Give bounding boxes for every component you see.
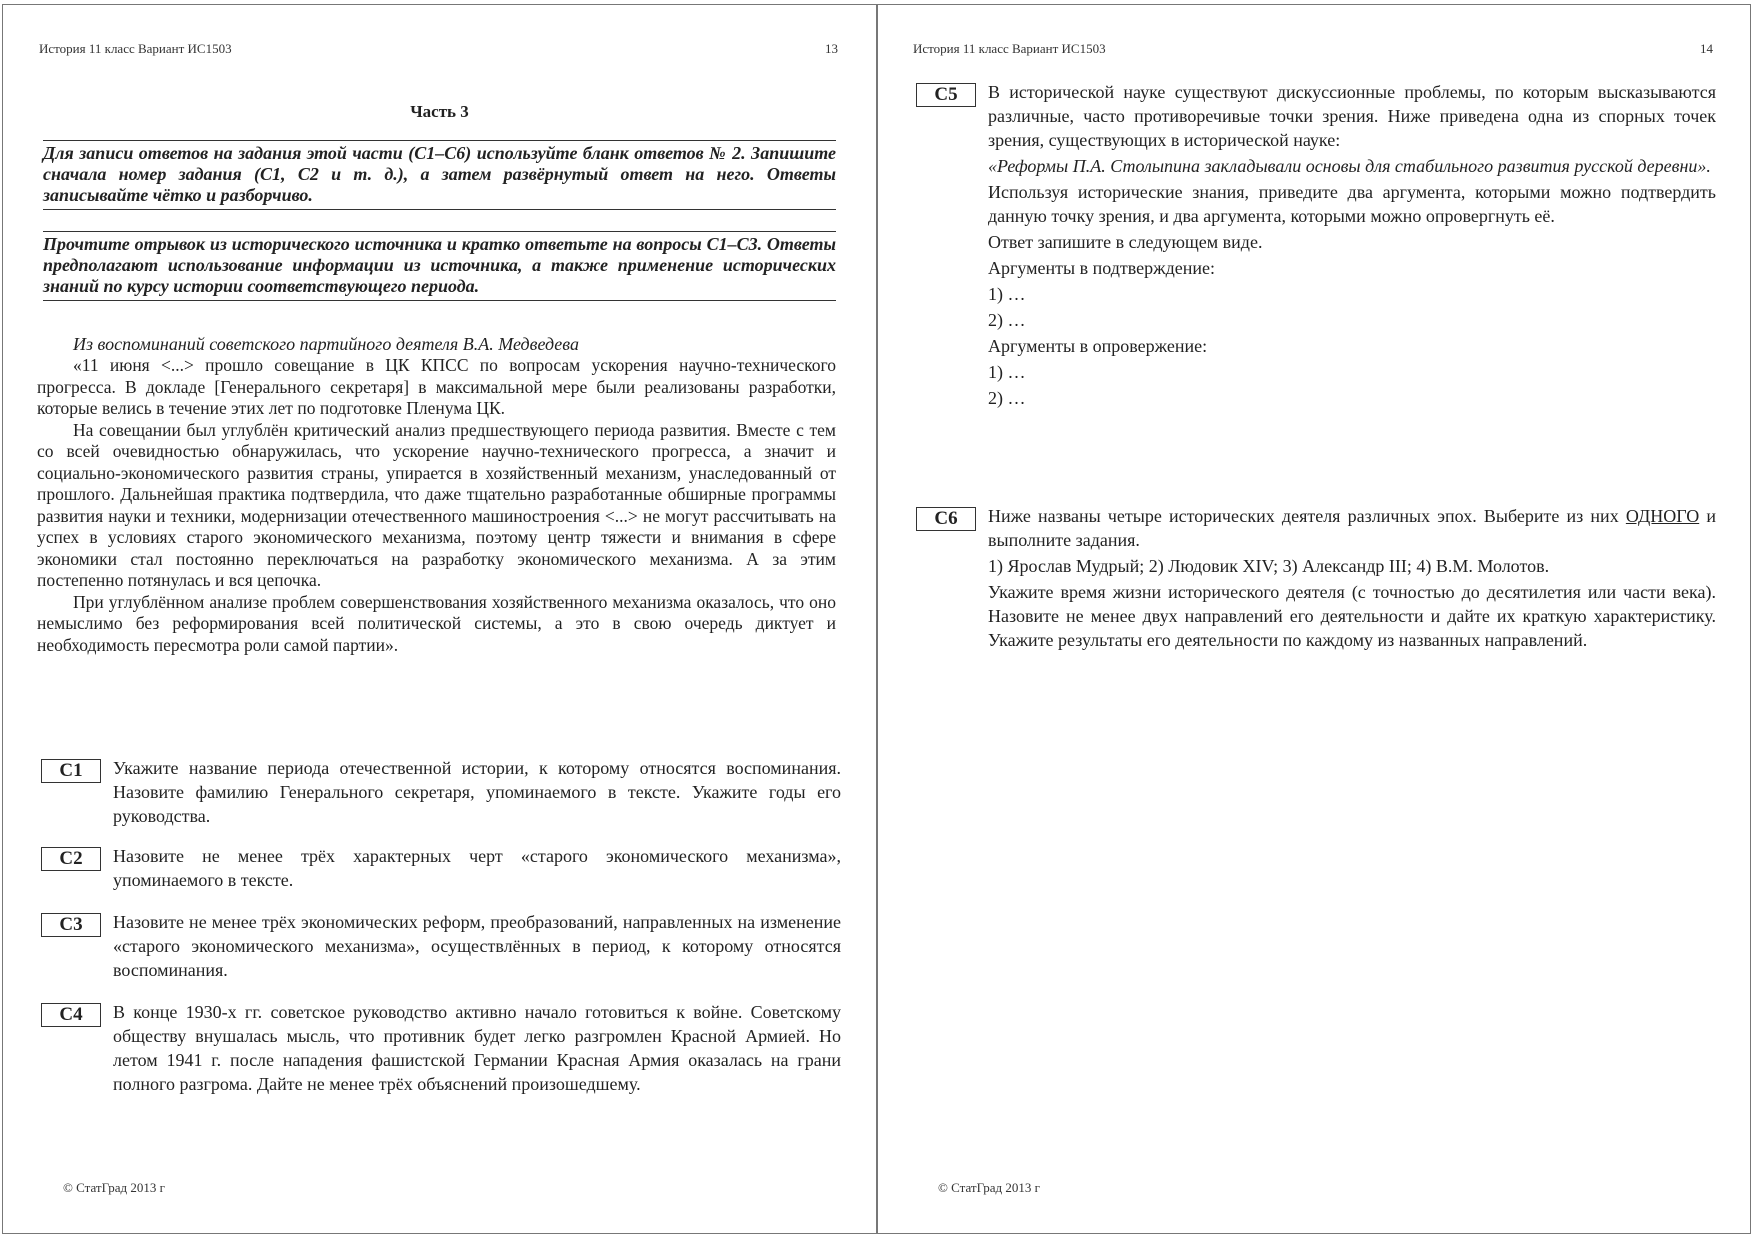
c6-intro-end: и выполните задания. [988,506,1716,550]
c6-intro-underlined: ОДНОГО [1625,506,1700,526]
task-c4 [41,1000,841,1096]
task-c3 [41,910,841,982]
task-label-box: С2 [41,847,101,871]
page-number: 13 [825,41,838,56]
task-label-box: С5 [916,83,976,107]
task-label-box: С4 [41,1003,101,1027]
page-13 [2,4,877,1234]
task-c5 [916,80,1716,412]
list-item: 1) … [988,284,1026,304]
list-item: 2) … [988,310,1026,330]
c6-intro-start: Ниже названы четыре исторических деятеля различных эпох. Выберите из них [988,506,1626,526]
page-footer: © СтатГрад 2013 г [63,1180,165,1195]
task-text [988,504,1716,652]
task-c6 [916,504,1716,654]
task-text: Укажите название периода отечественной истории, к которому относятся воспоминания. Назовите фамилию Генерального секретаря, упоминаемого в тексте. Укажите годы его руководства. [113,758,841,826]
task-text: В конце 1930-х гг. советское руководство активно начало готовиться к войне. Советскому обществу внушалась мысль, что противник будет легко разгромлен Красной Армией. Но летом 1941 г. после нападения фашистской Германии Красная Армия оказалась на грани полного разгрома. Дайте не менее трёх объяснений произошедшему. [113,1002,841,1094]
page-header: История 11 класс Вариант ИС1503 [913,41,1106,56]
source-paragraph: «11 июня <...> прошло совещание в ЦК КПСС по вопросам ускорения научно-технического прогресса. В докладе [Генерального секретаря] в максимальной мере были реализованы разработки, которые велись в течение этих лет по подготовке Пленума ЦК. [37,355,836,418]
source-paragraph: На совещании был углублён критический анализ предшествующего периода развития. Вместе с тем со всей очевидностью обнаружилась, что ускорение научно-технического прогресса, а значит и социально-экономического развития страны, упирается в хозяйственный механизм, унаследованный от прошлого. Дальнейшая практика подтвердила, что даже тщательно разработанные обширные программы развития науки и техники, модернизации отечественного машиностроения <...> не могут рассчитывать на успех в условиях старого экономического механизма, поэтому центр тяжести и внимания в сфере экономики стал постоянно переключаться на разработку экономического механизма. А за этим постепенно потянулась и вся цепочка. [37,419,836,590]
c6-intro [988,504,1716,552]
page-footer: © СтатГрад 2013 г [938,1180,1040,1195]
c5-instruction: Используя исторические знания, приведите два аргумента, которыми можно подтвердить данную точку зрения, и два аргумента, которыми можно опровергнуть её. [988,182,1716,226]
page-header: История 11 класс Вариант ИС1503 [39,41,232,56]
page-14 [877,4,1751,1234]
task-label-box: С1 [41,759,101,783]
list-item: 1) … [988,362,1026,382]
source-instructions: Прочтите отрывок из исторического источника и кратко ответьте на вопросы С1–С3. Ответы предполагают использование информации из источника, а также применение исторических знаний по курсу истории соответствующего периода. [43,231,836,301]
confirm-label: Аргументы в подтверждение: [988,258,1215,278]
source-title: Из воспоминаний советского партийного деятеля В.А. Медведева [73,334,579,354]
part-title: Часть 3 [410,102,469,121]
list-item: 2) … [988,388,1026,408]
task-text: Назовите не менее трёх экономических реформ, преобразований, направленных на изменение «старого экономического механизма», осуществлённых в период, к которому относятся воспоминания. [113,912,841,980]
c6-instruction: Укажите время жизни исторического деятеля (с точностью до десятилетия или части века). Назовите не менее двух направлений его деятельности и дайте их краткую характеристику. Укажите результаты его деятельности по каждому из названных направлений. [988,582,1716,650]
task-c1 [41,756,841,828]
refute-label: Аргументы в опровержение: [988,336,1208,356]
source-paragraph: При углублённом анализе проблем совершенствования хозяйственного механизма оказалось, что оно немыслимо без реформирования всей политической системы, а это в свою очередь диктует и необходимость пересмотра роли самой партии». [37,591,836,655]
source-text [37,355,836,656]
task-label-box: С6 [916,507,976,531]
c5-format: Ответ запишите в следующем виде. [988,232,1263,252]
answer-instructions: Для записи ответов на задания этой части (С1–С6) используйте бланк ответов № 2. Запишите сначала номер задания (С1, С2 и т. д.), а затем развёрнутый ответ на него. Ответы записывайте чётко и разборчиво. [43,140,836,210]
page-number: 14 [1700,41,1713,56]
c5-intro: В исторической науке существуют дискуссионные проблемы, по которым высказываются различные, часто противоречивые точки зрения. Ниже приведена одна из спорных точек зрения, существующих в исторической науке: [988,82,1716,150]
c5-quote: «Реформы П.А. Столыпина закладывали основы для стабильного развития русской деревни». [988,156,1711,176]
task-label-box: С3 [41,913,101,937]
task-c2 [41,844,841,892]
task-text: Назовите не менее трёх характерных черт «старого экономического механизма», упоминаемого в тексте. [113,846,841,890]
task-text [988,80,1716,410]
c6-figures: 1) Ярослав Мудрый; 2) Людовик XIV; 3) Александр III; 4) В.М. Молотов. [988,556,1550,576]
